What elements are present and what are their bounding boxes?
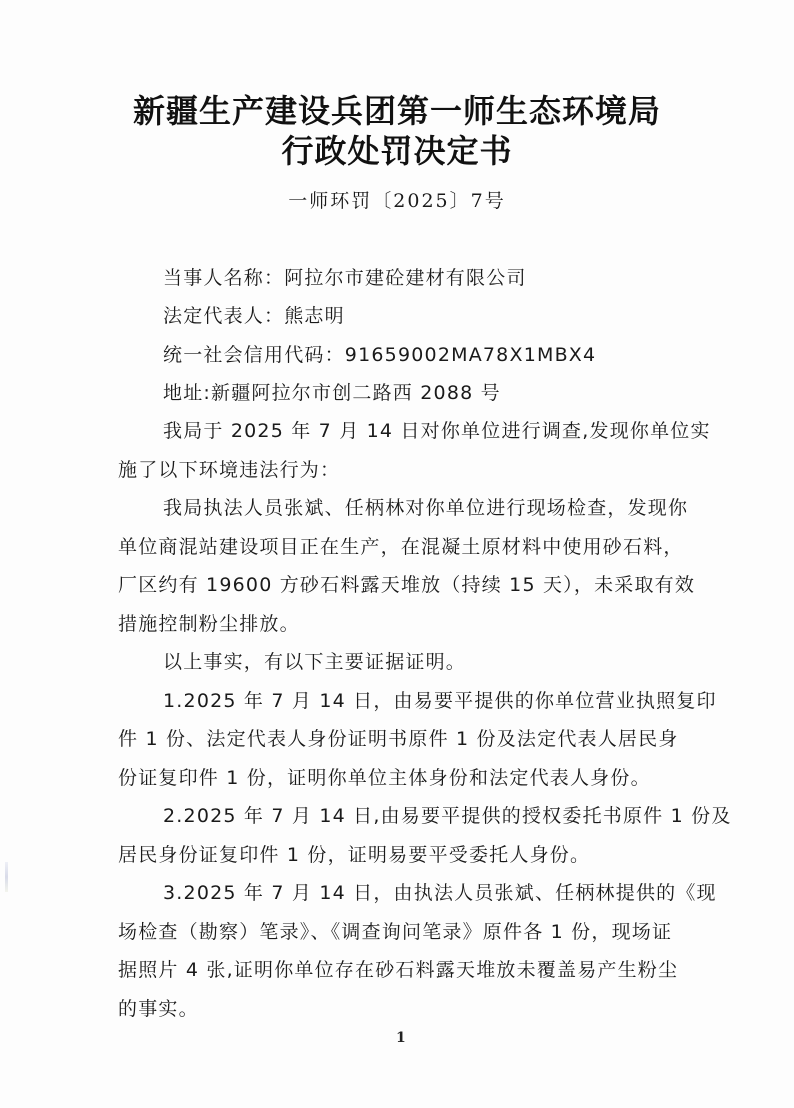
- body-line: 单位商混站建设项目正在生产，在混凝土原材料中使用砂石料，: [118, 536, 684, 558]
- body-line: 施了以下环境违法行为：: [118, 459, 341, 481]
- legal-representative: 法定代表人：熊志明: [163, 305, 345, 327]
- body-line: 以上事实，有以下主要证据证明。: [163, 651, 467, 673]
- body-line: 我局执法人员张斌、任柄林对你单位进行现场检查，发现你: [163, 497, 689, 519]
- body-line: 份证复印件 1 份，证明你单位主体身份和法定代表人身份。: [118, 767, 651, 789]
- document-title-type: 行政处罚决定书: [281, 132, 513, 170]
- credit-code: 统一社会信用代码：91659002MA78X1MBX4: [163, 344, 597, 366]
- body-line: 我局于 2025 年 7 月 14 日对你单位进行调查,发现你单位实: [163, 420, 711, 442]
- scan-artifact: [5, 862, 8, 892]
- address: 地址:新疆阿拉尔市创二路西 2088 号: [163, 382, 501, 404]
- evidence-item-2: 2.2025 年 7 月 14 日,由易要平提供的授权委托书原件 1 份及: [163, 805, 732, 827]
- body-line: 件 1 份、法定代表人身份证明书原件 1 份及法定代表人居民身: [118, 728, 679, 750]
- body-line: 居民身份证复印件 1 份，证明易要平受委托人身份。: [118, 844, 591, 866]
- page-number: 1: [396, 1030, 406, 1046]
- body-line: 厂区约有 19600 方砂石料露天堆放（持续 15 天），未采取有效: [118, 574, 696, 596]
- document-title-agency: 新疆生产建设兵团第一师生态环境局: [132, 92, 661, 130]
- body-line: 场检查（勘察）笔录》、《调查询问笔录》原件各 1 份，现场证: [118, 921, 673, 943]
- document-number: 一师环罚〔2025〕7号: [288, 190, 506, 212]
- body-line: 据照片 4 张,证明你单位存在砂石料露天堆放未覆盖易产生粉尘: [118, 959, 679, 981]
- party-name: 当事人名称：阿拉尔市建砼建材有限公司: [163, 267, 527, 289]
- body-line: 措施控制粉尘排放。: [118, 613, 300, 635]
- evidence-item-1: 1.2025 年 7 月 14 日，由易要平提供的你单位营业执照复印: [163, 690, 717, 712]
- evidence-item-3: 3.2025 年 7 月 14 日，由执法人员张斌、任柄林提供的《现: [163, 882, 717, 904]
- body-line: 的事实。: [118, 998, 199, 1020]
